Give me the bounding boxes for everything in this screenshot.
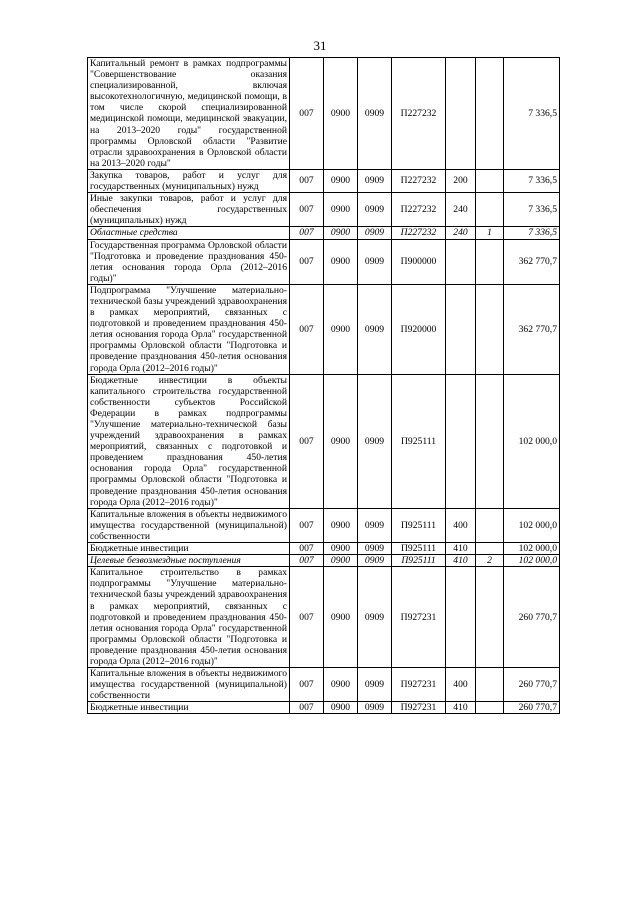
amount-cell: 102 000,0 [504, 374, 560, 508]
section-code-cell: 0900 [324, 543, 358, 555]
table-row [88, 239, 560, 284]
subsection-code-cell: 0909 [358, 169, 392, 192]
funding-source-cell [476, 543, 504, 555]
amount-cell: 102 000,0 [504, 508, 560, 542]
amount-cell: 260 770,7 [504, 567, 560, 668]
target-article-cell: П925111 [392, 508, 446, 542]
expense-name-cell: Целевые безвозмездные поступления [88, 555, 290, 567]
expense-name-cell: Закупка товаров, работ и услуг для государственных (муниципальных) нужд [88, 169, 290, 192]
section-code-cell: 0900 [324, 374, 358, 508]
section-code-cell: 0900 [324, 555, 358, 567]
table-row [88, 567, 560, 668]
section-code-cell: 0900 [324, 239, 358, 284]
subsection-code-cell: 0909 [358, 567, 392, 668]
expense-type-cell [446, 284, 476, 374]
funding-source-cell: 1 [476, 227, 504, 239]
funding-source-cell [476, 567, 504, 668]
funding-source-cell [476, 374, 504, 508]
expense-type-cell: 240 [446, 227, 476, 239]
expense-type-cell: 400 [446, 508, 476, 542]
funding-source-cell [476, 284, 504, 374]
target-article-cell: П227232 [392, 169, 446, 192]
section-code-cell: 0900 [324, 702, 358, 714]
amount-cell: 7 336,5 [504, 58, 560, 170]
grbs-code-cell: 007 [290, 543, 324, 555]
expense-type-cell [446, 567, 476, 668]
section-code-cell: 0900 [324, 668, 358, 702]
amount-cell: 260 770,7 [504, 702, 560, 714]
expense-name-cell: Бюджетные инвестиции [88, 543, 290, 555]
section-code-cell: 0900 [324, 58, 358, 170]
section-code-cell: 0900 [324, 508, 358, 542]
amount-cell: 102 000,0 [504, 555, 560, 567]
budget-table [87, 57, 560, 714]
subsection-code-cell: 0909 [358, 702, 392, 714]
table-row [88, 668, 560, 702]
grbs-code-cell: 007 [290, 555, 324, 567]
expense-type-cell: 200 [446, 169, 476, 192]
target-article-cell: П927231 [392, 702, 446, 714]
subsection-code-cell: 0909 [358, 543, 392, 555]
target-article-cell: П227232 [392, 227, 446, 239]
expense-type-cell: 410 [446, 555, 476, 567]
target-article-cell: П927231 [392, 668, 446, 702]
subsection-code-cell: 0909 [358, 58, 392, 170]
expense-name-cell: Государственная программа Орловской области "Подготовка и проведение празднования 450-летия основания города Орла (2012–2016 годы)" [88, 239, 290, 284]
expense-name-cell: Капитальный ремонт в рамках подпрограммы "Совершенствование оказания специализированной, включая высокотехнологичную, медицинской помощи, в том числе скорой специализированной медицинской помощи, медицинской эвакуации, на 2013–2020 годы" государственной программы Орловской области "Развитие отрасли здравоохранения в Орловской области на 2013–2020 годы" [88, 58, 290, 170]
amount-cell: 7 336,5 [504, 227, 560, 239]
table-row [88, 543, 560, 555]
target-article-cell: П927231 [392, 567, 446, 668]
expense-type-cell [446, 374, 476, 508]
table-row [88, 702, 560, 714]
subsection-code-cell: 0909 [358, 668, 392, 702]
subsection-code-cell: 0909 [358, 508, 392, 542]
grbs-code-cell: 007 [290, 239, 324, 284]
funding-source-cell [476, 702, 504, 714]
table-body [88, 58, 560, 714]
section-code-cell: 0900 [324, 193, 358, 227]
target-article-cell: П925111 [392, 543, 446, 555]
expense-name-cell: Бюджетные инвестиции в объекты капитального строительства государственной собственности субъектов Российской Федерации в рамках подпрограммы "Улучшение материально-технической базы учреждений здравоохранения в рамках мероприятий, связанных с подготовкой и проведением празднования 450-летия основания города Орла" государственной программы Орловской области "Подготовка и проведение празднования 450-летия основания города Орла (2012–2016 годы)" [88, 374, 290, 508]
funding-source-cell [476, 508, 504, 542]
expense-type-cell: 410 [446, 702, 476, 714]
grbs-code-cell: 007 [290, 58, 324, 170]
amount-cell: 7 336,5 [504, 169, 560, 192]
page-number: 31 [313, 38, 327, 53]
subsection-code-cell: 0909 [358, 227, 392, 239]
grbs-code-cell: 007 [290, 374, 324, 508]
expense-type-cell [446, 58, 476, 170]
target-article-cell: П925111 [392, 374, 446, 508]
amount-cell: 7 336,5 [504, 193, 560, 227]
section-code-cell: 0900 [324, 567, 358, 668]
section-code-cell: 0900 [324, 227, 358, 239]
expense-name-cell: Областные средства [88, 227, 290, 239]
grbs-code-cell: 007 [290, 227, 324, 239]
expense-type-cell: 400 [446, 668, 476, 702]
expense-type-cell: 410 [446, 543, 476, 555]
target-article-cell: П227232 [392, 193, 446, 227]
funding-source-cell [476, 193, 504, 227]
funding-source-cell [476, 169, 504, 192]
target-article-cell: П900000 [392, 239, 446, 284]
subsection-code-cell: 0909 [358, 374, 392, 508]
grbs-code-cell: 007 [290, 193, 324, 227]
grbs-code-cell: 007 [290, 508, 324, 542]
expense-type-cell: 240 [446, 193, 476, 227]
table-row [88, 193, 560, 227]
table-row [88, 58, 560, 170]
grbs-code-cell: 007 [290, 668, 324, 702]
amount-cell: 362 770,7 [504, 239, 560, 284]
target-article-cell: П925111 [392, 555, 446, 567]
expense-name-cell: Подпрограмма "Улучшение материально-технической базы учреждений здравоохранения в рамках мероприятий, связанных с подготовкой и проведением празднования 450-летия основания города Орла" государственной программы Орловской области "Подготовка и проведение празднования 450-летия основания города Орла (2012–2016 годы)" [88, 284, 290, 374]
subsection-code-cell: 0909 [358, 239, 392, 284]
grbs-code-cell: 007 [290, 567, 324, 668]
target-article-cell: П227232 [392, 58, 446, 170]
subsection-code-cell: 0909 [358, 555, 392, 567]
table-row [88, 284, 560, 374]
section-code-cell: 0900 [324, 169, 358, 192]
table-row [88, 227, 560, 239]
table-row [88, 169, 560, 192]
grbs-code-cell: 007 [290, 284, 324, 374]
target-article-cell: П920000 [392, 284, 446, 374]
amount-cell: 362 770,7 [504, 284, 560, 374]
funding-source-cell [476, 668, 504, 702]
funding-source-cell [476, 239, 504, 284]
expense-name-cell: Капитальные вложения в объекты недвижимого имущества государственной (муниципальной) собственности [88, 668, 290, 702]
expense-name-cell: Капитальные вложения в объекты недвижимого имущества государственной (муниципальной) собственности [88, 508, 290, 542]
expense-type-cell [446, 239, 476, 284]
amount-cell: 102 000,0 [504, 543, 560, 555]
grbs-code-cell: 007 [290, 169, 324, 192]
section-code-cell: 0900 [324, 284, 358, 374]
subsection-code-cell: 0909 [358, 193, 392, 227]
grbs-code-cell: 007 [290, 702, 324, 714]
expense-name-cell: Иные закупки товаров, работ и услуг для обеспечения государственных (муниципальных) нужд [88, 193, 290, 227]
funding-source-cell [476, 58, 504, 170]
amount-cell: 260 770,7 [504, 668, 560, 702]
table-row [88, 508, 560, 542]
table-row [88, 374, 560, 508]
funding-source-cell: 2 [476, 555, 504, 567]
subsection-code-cell: 0909 [358, 284, 392, 374]
table-row [88, 555, 560, 567]
expense-name-cell: Капитальное строительство в рамках подпрограммы "Улучшение материально-технической базы учреждений здравоохранения в рамках мероприятий, связанных с подготовкой и проведением празднования 450-летия основания города Орла" государственной программы Орловской области "Подготовка и проведение празднования 450-летия основания города Орла (2012–2016 годы)" [88, 567, 290, 668]
expense-name-cell: Бюджетные инвестиции [88, 702, 290, 714]
